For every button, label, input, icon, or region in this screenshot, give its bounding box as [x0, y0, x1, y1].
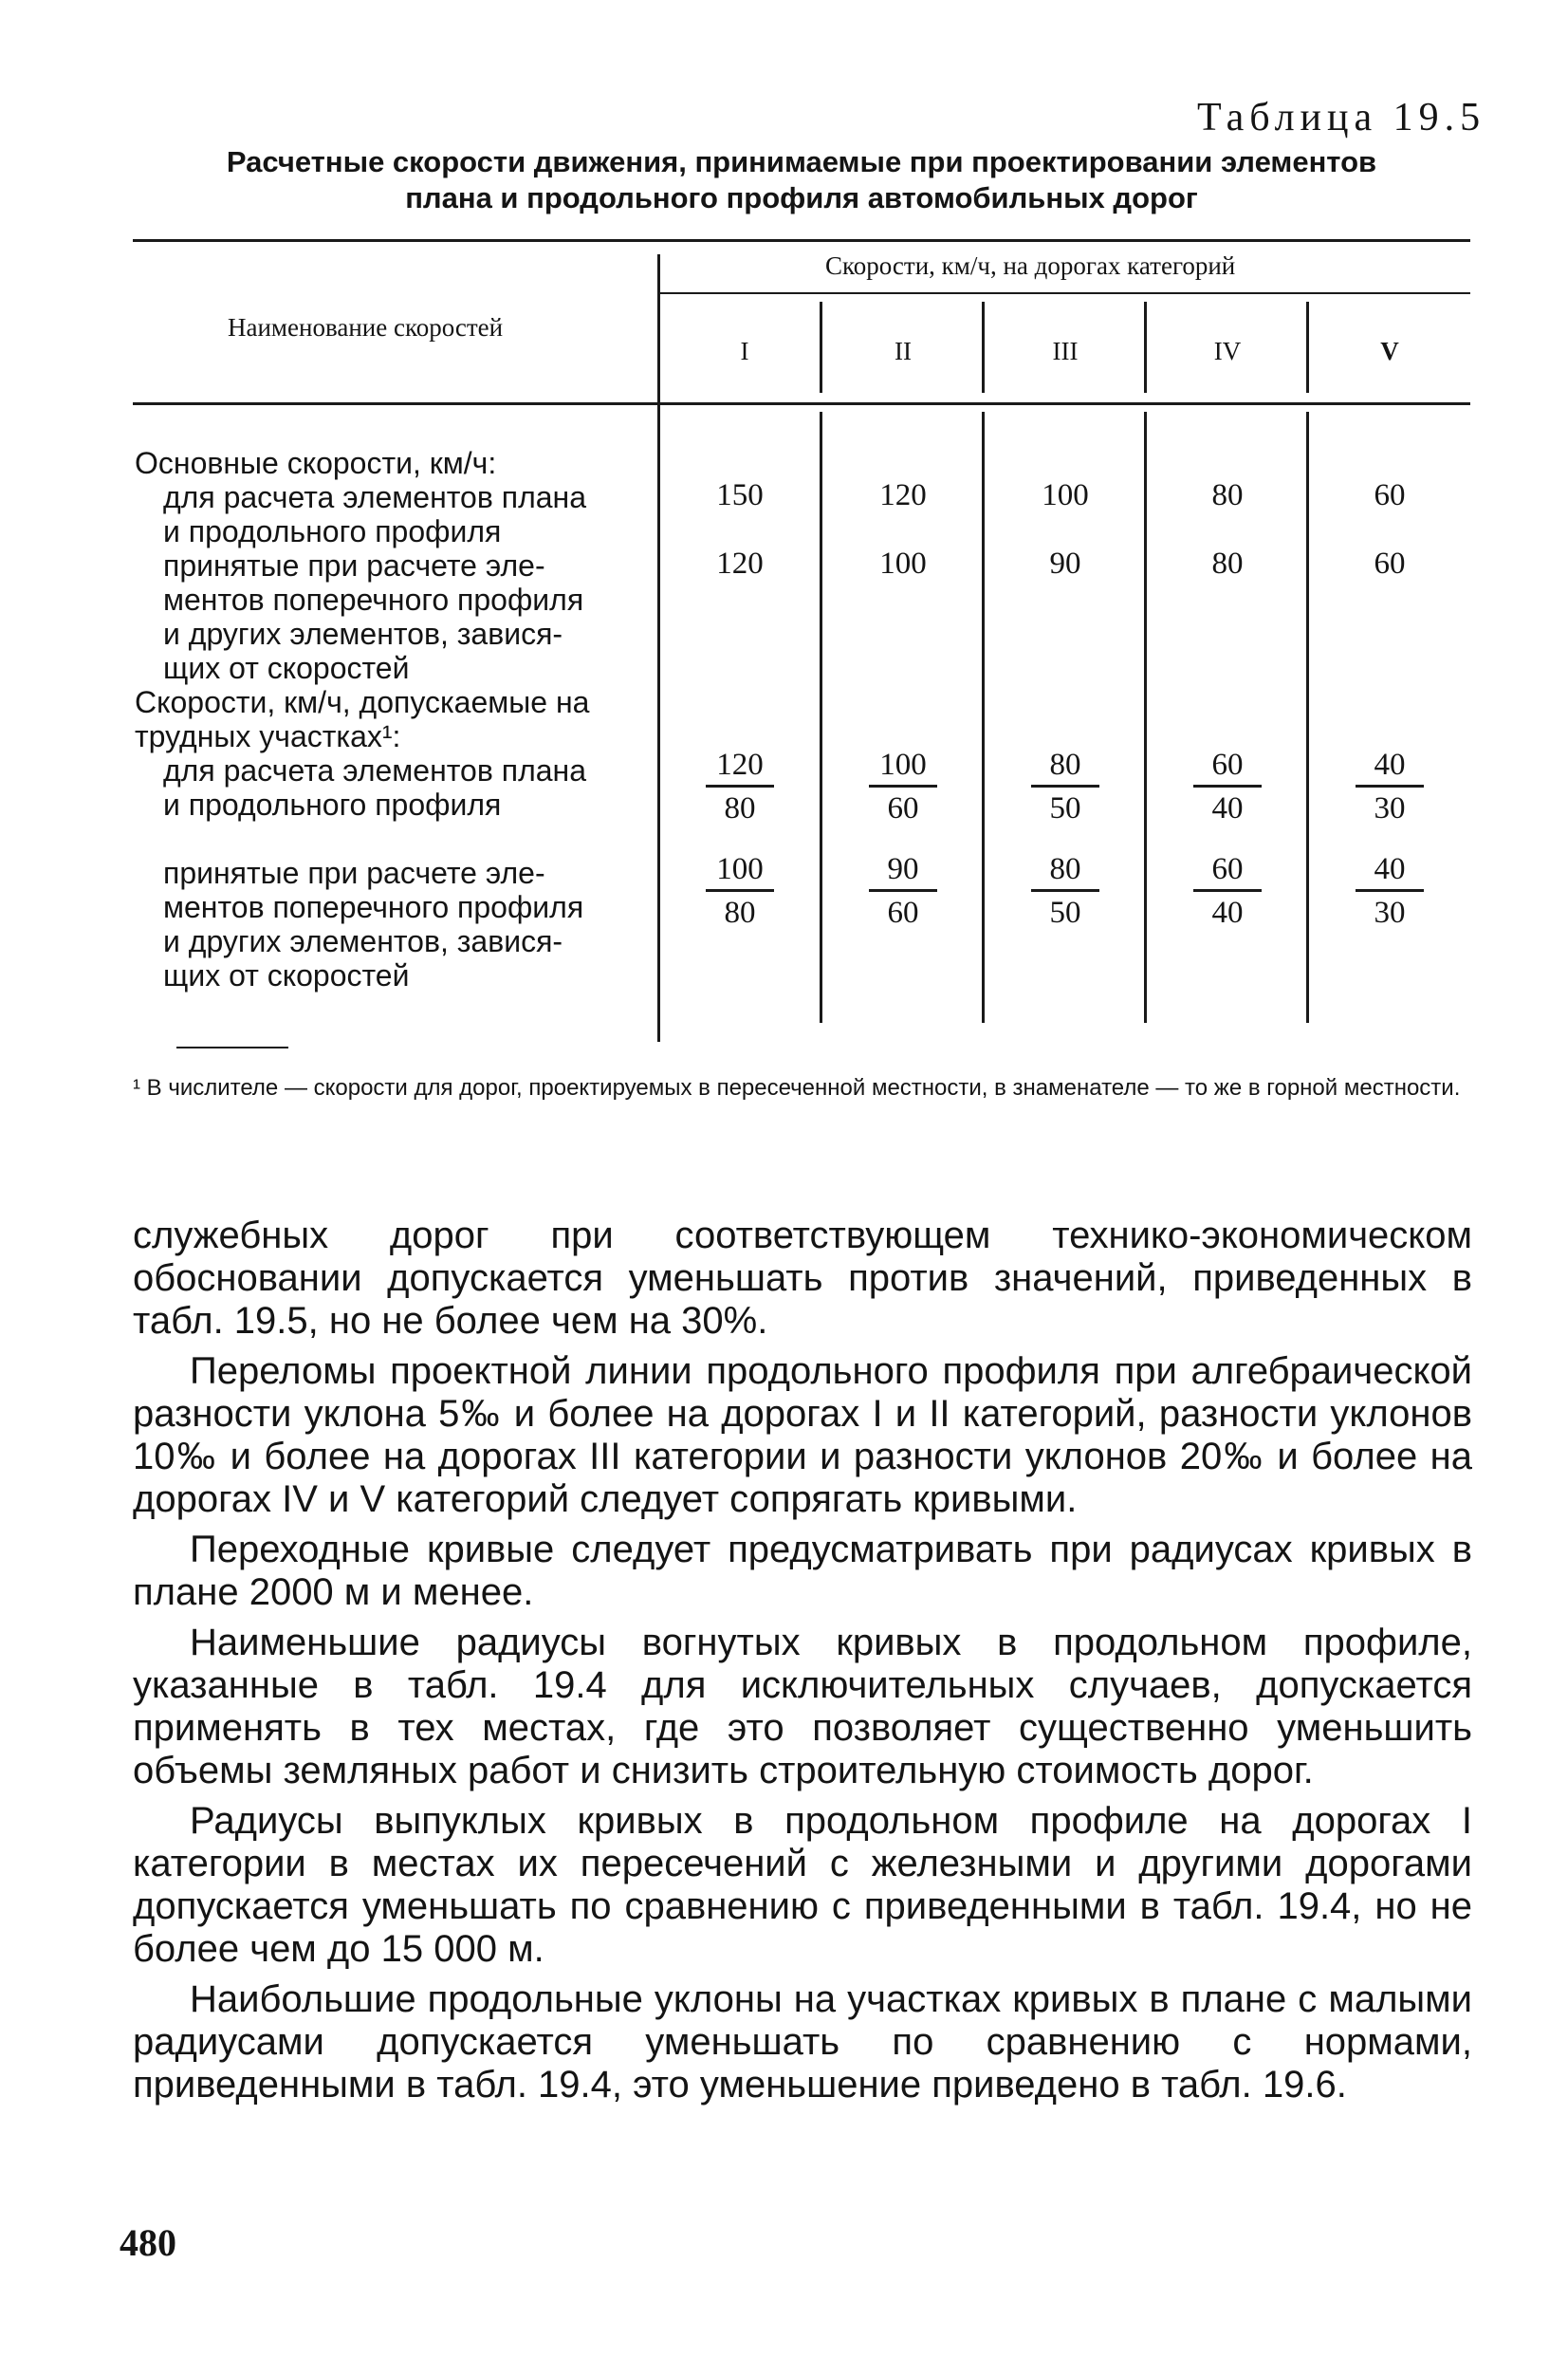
row-label-line: трудных участках¹:	[135, 719, 401, 753]
cell-hard-cross-I	[659, 852, 821, 931]
fraction-denominator: 80	[724, 791, 756, 826]
category-header-3: III	[1052, 337, 1079, 365]
row-label-line: принятые при расчете эле-	[163, 548, 545, 583]
group-header-rule	[659, 292, 1470, 294]
table-number-label: Таблица 19.5	[1197, 96, 1486, 139]
fraction-numerator: 60	[1211, 748, 1244, 782]
table-caption	[133, 144, 1470, 216]
footnote-rule	[176, 1047, 288, 1048]
fraction-denominator: 60	[887, 791, 919, 826]
cell-hard-plan-IV	[1147, 748, 1308, 826]
fraction-denominator: 60	[887, 896, 919, 930]
fraction-denominator: 50	[1049, 896, 1081, 930]
cell-hard-plan-II	[822, 748, 984, 826]
fraction-bar	[1356, 785, 1424, 788]
row-label-hard-sections: Скорости, км/ч, допускаемые на	[135, 685, 590, 719]
page-number: 480	[120, 2221, 176, 2264]
fraction-numerator: 80	[1049, 852, 1081, 886]
paragraph: Наибольшие продольные уклоны на участках кривых в плане с малыми радиусами допускается уменьшать по сравнению с нормами, приведенными в табл. 19.4, это уменьшение приведено в табл. 19.6.	[133, 1978, 1472, 2106]
row-label-line: ментов поперечного профиля	[163, 890, 584, 924]
paragraph: Наименьшие радиусы вогнутых кривых в продольном профиле, указанные в табл. 19.4 для исключительных случаев, допускается применять в тех местах, где это позволяет существенно уменьшить объемы земляных работ и снизить строительную стоимость дорог.	[133, 1622, 1472, 1791]
table-top-rule	[133, 239, 1470, 242]
paragraph: Переломы проектной линии продольного профиля при алгебраической разности уклона 5‰ и более на дорогах I и II категорий, разности уклонов 10‰ и более на дорогах III категории и разности уклонов 20‰ и более на дорогах IV и V категорий следует сопрягать кривыми.	[133, 1350, 1472, 1520]
cell-base-plan-I: 150	[716, 478, 764, 512]
fraction-numerator: 60	[1211, 852, 1244, 886]
cell-hard-cross-IV	[1147, 852, 1308, 931]
cell-hard-cross-III	[985, 852, 1146, 931]
fraction-numerator: 120	[716, 748, 764, 782]
row-label-line: и других элементов, завися-	[163, 924, 563, 958]
fraction-denominator: 40	[1211, 896, 1244, 930]
row-label-line: щих от скоростей	[163, 651, 410, 685]
cell-base-plan-V: 60	[1374, 478, 1406, 512]
cell-base-cross-V: 60	[1374, 547, 1406, 581]
fraction-numerator: 40	[1374, 748, 1406, 782]
fraction-bar	[1193, 785, 1262, 788]
fraction-bar	[1356, 889, 1424, 892]
category-header-4: IV	[1213, 337, 1242, 365]
body-text	[133, 1215, 1472, 2114]
cell-base-cross-III: 90	[1049, 547, 1081, 581]
paragraph: Переходные кривые следует предусматривать при радиусах кривых в плане 2000 м и менее.	[133, 1529, 1472, 1613]
cell-base-plan-II: 120	[879, 478, 927, 512]
row-label-line: щих от скоростей	[163, 958, 410, 993]
paragraph: служебных дорог при соответствующем технико-экономическом обосновании допускается уменьшать против значений, приведенных в табл. 19.5, но не более чем на 30%.	[133, 1215, 1472, 1342]
paragraph: Радиусы выпуклых кривых в продольном профиле на дорогах I категории в местах их пересечений с железными и другими дорогами допускается уменьшать по сравнению с приведенными в табл. 19.4, но не более чем до 15 000 м.	[133, 1800, 1472, 1970]
cell-hard-plan-V	[1309, 748, 1470, 826]
col-header-name: Наименование скоростей	[228, 313, 504, 342]
fraction-numerator: 90	[887, 852, 919, 886]
fraction-bar	[1031, 785, 1099, 788]
cell-hard-plan-III	[985, 748, 1146, 826]
fraction-bar	[1193, 889, 1262, 892]
table-caption-line-1: Расчетные скорости движения, принимаемые при проектировании элементов	[226, 145, 1377, 178]
row-label-line: принятые при расчете эле-	[163, 856, 545, 890]
fraction-denominator: 50	[1049, 791, 1081, 826]
col-group-header: Скорости, км/ч, на дорогах категорий	[825, 251, 1236, 280]
fraction-denominator: 40	[1211, 791, 1244, 826]
row-label-line: и продольного профиля	[163, 514, 502, 548]
fraction-denominator: 80	[724, 896, 756, 930]
cell-hard-cross-II	[822, 852, 984, 931]
fraction-bar	[706, 889, 774, 892]
cell-base-plan-IV: 80	[1211, 478, 1244, 512]
fraction-bar	[706, 785, 774, 788]
cell-base-cross-IV: 80	[1211, 547, 1244, 581]
cell-base-cross-II: 100	[879, 547, 927, 581]
cell-base-cross-I: 120	[716, 547, 764, 581]
fraction-bar	[869, 785, 937, 788]
fraction-bar	[869, 889, 937, 892]
fraction-numerator: 40	[1374, 852, 1406, 886]
row-label-line: и других элементов, завися-	[163, 617, 563, 651]
fraction-numerator: 80	[1049, 748, 1081, 782]
fraction-numerator: 100	[716, 852, 764, 886]
category-header-1: I	[740, 337, 749, 365]
cell-hard-plan-I	[659, 748, 821, 826]
table-caption-line-2: плана и продольного профиля автомобильных дорог	[405, 181, 1198, 214]
row-label-base-speeds: Основные скорости, км/ч:	[135, 446, 497, 480]
cell-hard-cross-V	[1309, 852, 1470, 931]
fraction-denominator: 30	[1374, 896, 1406, 930]
cell-base-plan-III: 100	[1042, 478, 1089, 512]
row-label-line: ментов поперечного профиля	[163, 583, 584, 617]
category-header-5: V	[1380, 337, 1399, 365]
row-label-line: и продольного профиля	[163, 788, 502, 822]
header-bottom-rule	[133, 402, 1470, 405]
row-label-line: для расчета элементов плана	[163, 480, 586, 514]
fraction-numerator: 100	[879, 748, 927, 782]
table-footnote: ¹ В числителе — скорости для дорог, проектируемых в пересеченной местности, в знаменателе — то же в горной местности.	[133, 1075, 1461, 1101]
fraction-denominator: 30	[1374, 791, 1406, 826]
category-header-2: II	[895, 337, 912, 365]
row-label-line: для расчета элементов плана	[163, 753, 586, 788]
fraction-bar	[1031, 889, 1099, 892]
